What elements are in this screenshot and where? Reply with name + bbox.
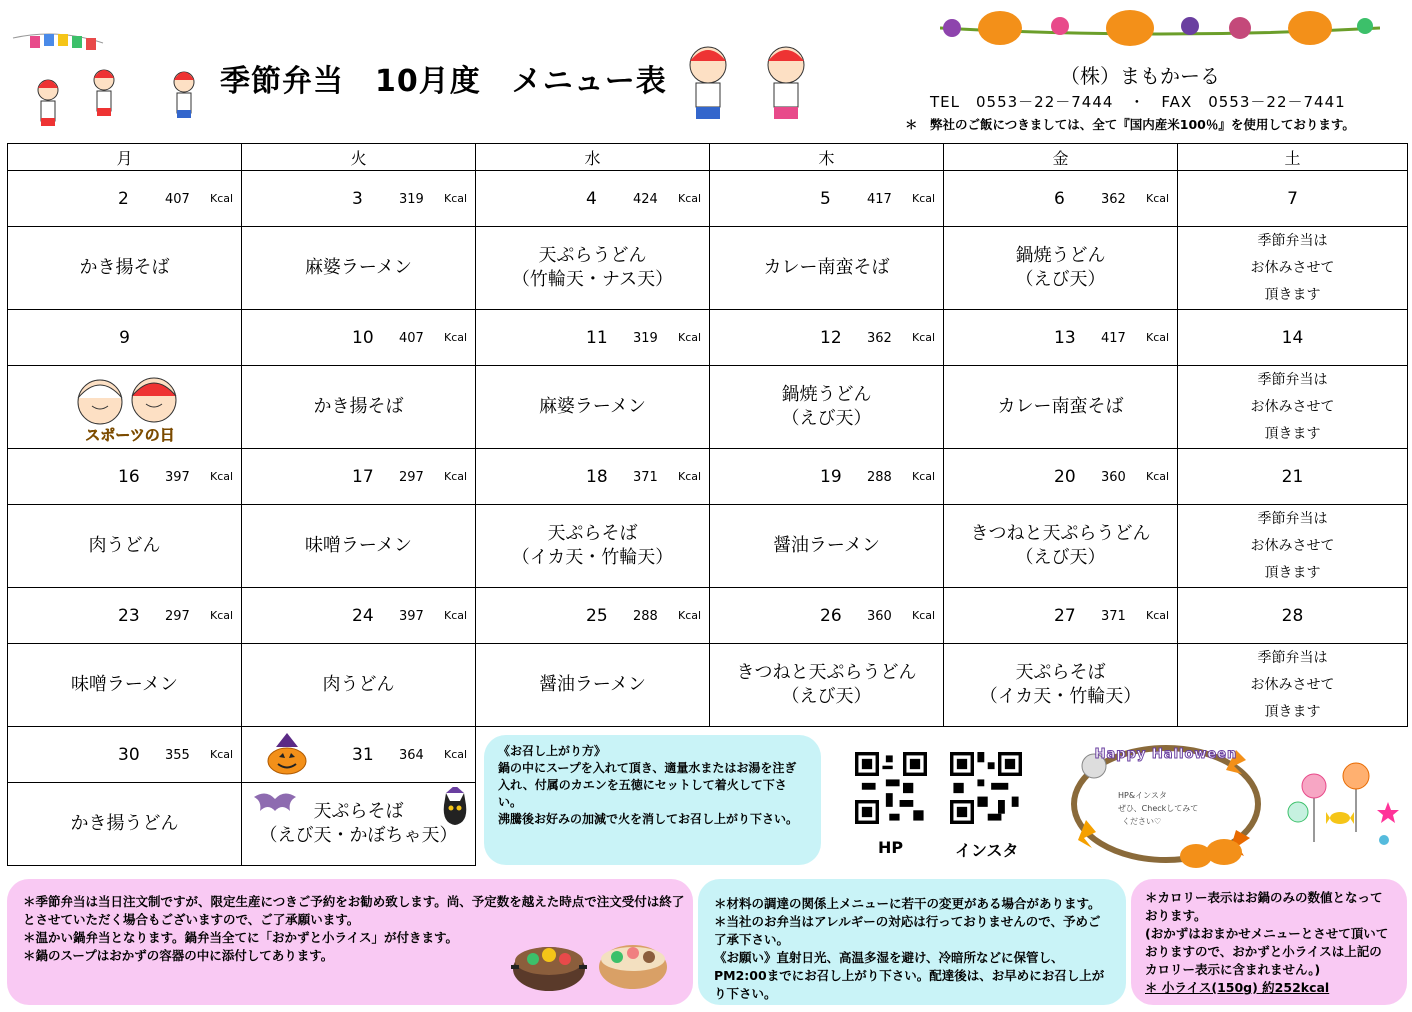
menu-cell: [1178, 366, 1408, 449]
ordering-notes-box: [7, 879, 693, 1005]
halloween-wreath-icon: [1066, 740, 1266, 870]
menu-line: きつねと天ぷらうどん: [736, 662, 917, 683]
menu-line: 天ぷらそば: [1015, 662, 1106, 683]
kcal-value: 319: [399, 192, 424, 207]
day-cell: [1178, 310, 1408, 366]
kcal-value: 417: [867, 192, 892, 207]
day-number: 24: [352, 606, 374, 626]
menu-line: （竹輪天・ナス天）: [511, 269, 674, 290]
kcal-unit: Kcal: [444, 470, 468, 483]
pumpkin-icon: [266, 733, 308, 775]
kcal-unit: Kcal: [444, 331, 468, 344]
menu-line: （イカ天・竹輪天）: [979, 686, 1142, 707]
note-line: ＊カロリー表示はお鍋のみの数値となっております。: [1145, 890, 1383, 923]
how-to-title: 《お召し上がり方》: [498, 744, 607, 758]
week-day-row: [8, 310, 1408, 366]
day-cell: [944, 449, 1178, 505]
day-cell: [710, 171, 944, 227]
caution-notes-box: [698, 879, 1126, 1005]
black-cat-icon: [438, 787, 472, 827]
closed-notice-line: 季節弁当は: [1257, 371, 1328, 388]
page-title: 季節弁当 10月度 メニュー表: [220, 64, 667, 99]
day-cell: [944, 310, 1178, 366]
menu-line: 麻婆ラーメン: [304, 257, 413, 278]
note-line: ＊温かい鍋弁当となります。鍋弁当全てに「おかずと小ライス」が付きます。: [23, 930, 459, 945]
kcal-unit: Kcal: [1146, 331, 1170, 344]
contact-phone-fax: TEL 0553－22－7444 ・ FAX 0553－22－7441: [930, 93, 1346, 111]
kcal-unit: Kcal: [444, 609, 468, 622]
day-number: 4: [586, 189, 597, 209]
closed-notice-line: お休みさせて: [1250, 398, 1335, 415]
how-to-eat-box: [484, 735, 821, 865]
menu-line: （イカ天・竹輪天）: [511, 547, 674, 568]
note-line: ＊季節弁当は当日注文制ですが、限定生産につきご予約をお勧め致します。尚、予定数を越えた時点で注文受付は終了とさせていただく場合もございますので、ご了承願います。: [23, 894, 685, 927]
weekday-tue: 火: [242, 144, 476, 171]
kcal-unit: Kcal: [210, 192, 234, 205]
menu-cell: [242, 366, 476, 449]
kcal-value: 417: [1101, 331, 1126, 346]
kcal-unit: Kcal: [1146, 470, 1170, 483]
note-line: ＊鍋のスープはおかずの容器の中に添付してあります。: [23, 948, 334, 963]
kcal-value: 397: [165, 470, 190, 485]
menu-cell: [8, 644, 242, 727]
kcal-value: 319: [633, 331, 658, 346]
week-day-row: [8, 449, 1408, 505]
menu-line: （えび天・かぼちゃ天）: [259, 825, 458, 846]
kcal-value: 407: [399, 331, 424, 346]
closed-notice-line: 季節弁当は: [1257, 649, 1328, 666]
menu-line: 麻婆ラーメン: [538, 396, 647, 417]
day-cell: [242, 588, 476, 644]
closed-notice-line: 季節弁当は: [1257, 232, 1328, 249]
day-number: 21: [1281, 467, 1304, 487]
kcal-unit: Kcal: [1146, 192, 1170, 205]
week-menu-row: [8, 505, 1408, 588]
menu-cell: [8, 227, 242, 310]
menu-line: かき揚そば: [313, 396, 404, 417]
kcal-value: 362: [867, 331, 892, 346]
closed-notice-line: 頂きます: [1264, 286, 1321, 303]
menu-line: （えび天）: [1015, 547, 1106, 568]
day-cell: [476, 449, 710, 505]
bat-icon: [252, 789, 298, 819]
kcal-value: 297: [165, 609, 190, 624]
menu-cell: [944, 505, 1178, 588]
menu-cell: [242, 505, 476, 588]
kcal-unit: Kcal: [912, 609, 936, 622]
day-number: 13: [1054, 328, 1076, 348]
instagram-qr-label: インスタ: [955, 841, 1019, 860]
hp-qr-code-icon[interactable]: [855, 752, 927, 824]
day-number: 17: [352, 467, 374, 487]
menu-line: かき揚そば: [79, 257, 170, 278]
kcal-unit: Kcal: [912, 192, 936, 205]
halloween-text: ぜひ、Checkしてみて: [1118, 804, 1199, 813]
menu-line: 肉うどん: [88, 535, 161, 556]
menu-cell: [944, 644, 1178, 727]
instagram-qr-code-icon[interactable]: [950, 752, 1022, 824]
halloween-text: ください♡: [1122, 817, 1162, 826]
kcal-value: 407: [165, 192, 190, 207]
note-line: ＊当社のお弁当はアレルギーの対応は行っておりませんので、予めご了承下さい。: [714, 914, 1101, 947]
calorie-notes-box: [1131, 879, 1407, 1005]
day-number: 25: [586, 606, 608, 626]
menu-line: 醤油ラーメン: [538, 674, 647, 695]
menu-cell: [944, 227, 1178, 310]
week-day-row: [8, 588, 1408, 644]
day-cell: [242, 171, 476, 227]
menu-line: かき揚うどん: [70, 813, 179, 834]
menu-line: 鍋焼うどん: [781, 384, 872, 405]
nabe-bowl-icon: [595, 931, 671, 993]
kcal-value: 288: [867, 470, 892, 485]
menu-line: 醤油ラーメン: [772, 535, 881, 556]
kcal-value: 360: [867, 609, 892, 624]
kcal-value: 360: [1101, 470, 1126, 485]
menu-cell: [476, 505, 710, 588]
day-number: 12: [820, 328, 842, 348]
closed-notice-line: 頂きます: [1264, 425, 1321, 442]
menu-cell: [242, 783, 476, 866]
menu-line: 天ぷらそば: [313, 801, 404, 822]
kcal-unit: Kcal: [210, 748, 234, 761]
day-number: 7: [1287, 189, 1298, 209]
day-cell: [710, 449, 944, 505]
day-number: 3: [352, 189, 363, 209]
hotpot-icon: [509, 931, 589, 997]
kcal-unit: Kcal: [210, 470, 234, 483]
kcal-unit: Kcal: [678, 609, 702, 622]
menu-cell: [8, 783, 242, 866]
menu-cell: [710, 644, 944, 727]
day-cell: [8, 588, 242, 644]
closed-notice-line: 季節弁当は: [1257, 510, 1328, 527]
menu-cell: [1178, 505, 1408, 588]
day-number: 26: [820, 606, 842, 626]
menu-cell: [944, 366, 1178, 449]
kcal-value: 364: [399, 748, 424, 763]
note-line: ＊材料の調達の関係上メニューに若干の変更がある場合があります。: [714, 896, 1101, 911]
day-cell: [242, 727, 476, 783]
menu-cell: [8, 505, 242, 588]
halloween-garland-icon: [940, 4, 1380, 50]
closed-notice-line: お休みさせて: [1250, 676, 1335, 693]
menu-cell: [710, 366, 944, 449]
how-to-line: 鍋の中にスープを入れて頂き、適量水またはお湯を注ぎ入れ、付属のカエンを五徳にセットして着火して下さい。: [498, 761, 797, 809]
menu-line: カレー南蛮そば: [997, 396, 1124, 417]
sports-decoration-icon: [8, 8, 208, 138]
day-number: 23: [118, 606, 140, 626]
weekday-thu: 木: [710, 144, 944, 171]
kcal-value: 355: [165, 748, 190, 763]
day-cell: [476, 310, 710, 366]
menu-line: 味噌ラーメン: [304, 535, 413, 556]
weekday-fri: 金: [944, 144, 1178, 171]
day-cell: [944, 588, 1178, 644]
sports-day-icon: [68, 372, 192, 444]
day-cell: [710, 310, 944, 366]
day-number: 16: [118, 467, 140, 487]
menu-line: （えび天）: [781, 686, 872, 707]
kcal-unit: Kcal: [1146, 609, 1170, 622]
day-cell: [944, 171, 1178, 227]
day-cell: [8, 727, 242, 783]
kcal-unit: Kcal: [678, 470, 702, 483]
kcal-unit: Kcal: [912, 470, 936, 483]
day-number: 19: [820, 467, 842, 487]
week-day-row: [8, 171, 1408, 227]
exercising-kids-icon: [670, 35, 835, 135]
how-to-line: 沸騰後お好みの加減で火を消してお召し上がり下さい。: [498, 812, 799, 826]
rice-notice: ＊ 弊社のご飯につきましては、全て『国内産米100％』を使用しております。: [905, 117, 1355, 132]
weekday-header-row: [8, 144, 1408, 171]
closed-notice-line: 頂きます: [1264, 703, 1321, 720]
day-cell: [1178, 171, 1408, 227]
menu-cell: [1178, 644, 1408, 727]
day-cell: [242, 449, 476, 505]
menu-cell: [476, 227, 710, 310]
day-number: 10: [352, 328, 374, 348]
day-cell: [710, 588, 944, 644]
menu-line: （えび天）: [1015, 269, 1106, 290]
menu-cell: [476, 366, 710, 449]
day-number: 2: [118, 189, 129, 209]
day-number: 28: [1281, 606, 1304, 626]
menu-cell: [476, 644, 710, 727]
day-cell: [1178, 588, 1408, 644]
note-line: 《お願い》直射日光、高温多湿を避け、冷暗所などに保管し、PM2:00までにお召し上がり下さい。配達後は、お早めにお召し上がり下さい。: [714, 950, 1105, 1001]
halloween-text: HP&インスタ: [1118, 791, 1167, 800]
hp-qr-label: HP: [878, 838, 904, 857]
menu-line: 肉うどん: [322, 674, 395, 695]
day-cell: [8, 171, 242, 227]
sports-day-label: スポーツの日: [85, 426, 175, 444]
menu-cell: [1178, 227, 1408, 310]
kcal-value: 362: [1101, 192, 1126, 207]
day-number: 5: [820, 189, 831, 209]
day-cell: [1178, 449, 1408, 505]
day-cell: [242, 310, 476, 366]
menu-line: （えび天）: [781, 408, 872, 429]
day-number: 6: [1054, 189, 1065, 209]
week-menu-row: [8, 644, 1408, 727]
kcal-value: 288: [633, 609, 658, 624]
weekday-mon: 月: [8, 144, 242, 171]
kcal-unit: Kcal: [678, 331, 702, 344]
small-rice-calorie: ＊ 小ライス(150g) 約252kcal: [1145, 980, 1330, 995]
kcal-unit: Kcal: [210, 609, 234, 622]
closed-notice-line: お休みさせて: [1250, 259, 1335, 276]
week-menu-row: [8, 227, 1408, 310]
menu-cell: [242, 227, 476, 310]
menu-cell: [710, 227, 944, 310]
kcal-value: 371: [633, 470, 658, 485]
kcal-value: 297: [399, 470, 424, 485]
closed-notice-line: 頂きます: [1264, 564, 1321, 581]
note-line: (おかずはおまかせメニューとさせて頂いておりますので、おかずと小ライスは上記のカロリー表示に含まれません。): [1145, 926, 1389, 977]
halloween-title: Happy Halloween: [1094, 747, 1238, 762]
week-menu-row: [8, 366, 1408, 449]
day-number: 31: [352, 745, 374, 765]
kcal-value: 371: [1101, 609, 1126, 624]
menu-cell: [242, 644, 476, 727]
day-cell: [8, 310, 242, 366]
weekday-wed: 水: [476, 144, 710, 171]
candy-icon: [1280, 752, 1405, 852]
kcal-unit: Kcal: [444, 192, 468, 205]
day-number: 27: [1054, 606, 1076, 626]
day-number: 11: [586, 328, 608, 348]
menu-line: カレー南蛮そば: [763, 257, 890, 278]
menu-line: 天ぷらそば: [547, 523, 638, 544]
kcal-unit: Kcal: [678, 192, 702, 205]
day-cell: [476, 588, 710, 644]
day-number: 20: [1054, 467, 1076, 487]
menu-line: 味噌ラーメン: [70, 674, 179, 695]
weekday-sat: 土: [1178, 144, 1408, 171]
kcal-value: 397: [399, 609, 424, 624]
kcal-unit: Kcal: [912, 331, 936, 344]
kcal-value: 424: [633, 192, 658, 207]
day-number: 14: [1281, 328, 1304, 348]
day-cell: [476, 171, 710, 227]
menu-line: 鍋焼うどん: [1015, 245, 1106, 266]
day-number: 18: [586, 467, 608, 487]
menu-line: きつねと天ぷらうどん: [970, 523, 1151, 544]
menu-line: 天ぷらうどん: [538, 245, 647, 266]
day-cell: [8, 449, 242, 505]
company-name: （株）まもかーる: [1060, 64, 1220, 88]
closed-notice-line: お休みさせて: [1250, 537, 1335, 554]
kcal-unit: Kcal: [444, 748, 468, 761]
day-number: 30: [118, 745, 140, 765]
menu-cell: [710, 505, 944, 588]
day-number: 9: [119, 328, 130, 348]
